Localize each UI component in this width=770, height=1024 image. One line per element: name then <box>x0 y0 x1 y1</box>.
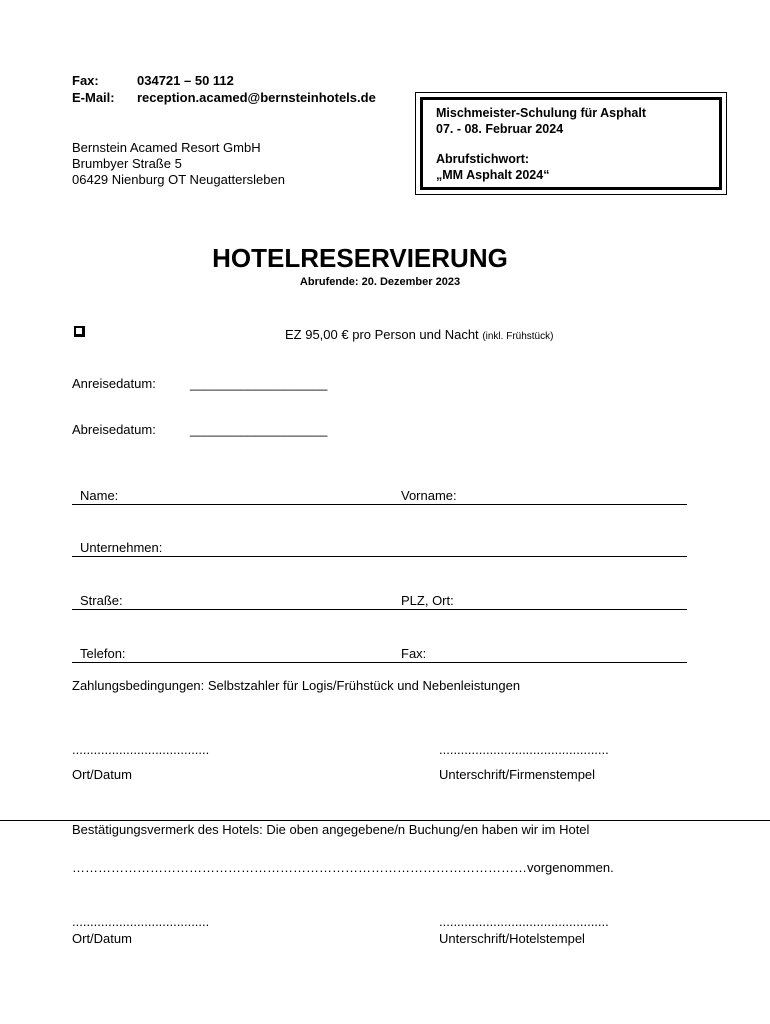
event-box <box>415 92 727 195</box>
room-option-checkbox[interactable] <box>74 326 85 337</box>
arrival-label: Anreisedatum: <box>72 376 156 391</box>
confirmation-suffix: vorgenommen. <box>527 860 614 875</box>
signature-dotline[interactable]: ............................................... <box>439 742 609 757</box>
room-price-text: EZ 95,00 € pro Person und Nacht <box>285 327 479 342</box>
deadline-subtitle: Abrufende: 20. Dezember 2023 <box>299 276 461 288</box>
hotel-place-date-label: Ort/Datum <box>72 931 132 946</box>
departure-date-field[interactable]: ___________________ <box>190 422 328 437</box>
hotel-signature-label: Unterschrift/Hotelstempel <box>439 931 585 946</box>
fax-row <box>72 73 234 88</box>
fax-field-label: Fax: <box>401 646 427 661</box>
fax-field[interactable] <box>395 644 687 663</box>
fax-number: 034721 – 50 112 <box>137 73 234 88</box>
signature-label: Unterschrift/Firmenstempel <box>439 767 596 782</box>
hotel-place-date-dotline[interactable]: ...................................... <box>72 914 210 929</box>
place-date-dotline[interactable]: ...................................... <box>72 742 210 757</box>
departure-label: Abreisedatum: <box>72 422 156 437</box>
name-label: Name: <box>80 488 119 503</box>
email-row <box>72 90 376 105</box>
email-label: E-Mail: <box>72 90 115 105</box>
hotel-signature-dotline[interactable]: ............................................... <box>439 914 609 929</box>
fax-label: Fax: <box>72 73 99 88</box>
city: 06429 Nienburg OT Neugattersleben <box>72 172 285 187</box>
hotel-address <box>72 140 285 188</box>
room-option-label <box>285 327 553 342</box>
event-box-inner <box>420 97 722 190</box>
place-date-label: Ort/Datum <box>72 767 132 782</box>
hotel-confirmation-text: Bestätigungsvermerk des Hotels: Die oben angegebene/n Buchung/en haben wir im Hotel <box>72 822 590 837</box>
keyword-value: „MM Asphalt 2024“ <box>436 168 550 182</box>
street: Brumbyer Straße 5 <box>72 156 182 171</box>
keyword-label: Abrufstichwort: <box>436 152 530 166</box>
vorname-label: Vorname: <box>401 488 457 503</box>
email-address: reception.acamed@bernsteinhotels.de <box>137 90 376 105</box>
section-divider <box>0 820 770 821</box>
company-name: Bernstein Acamed Resort GmbH <box>72 140 261 155</box>
payment-terms: Zahlungsbedingungen: Selbstzahler für Logis/Frühstück und Nebenleistungen <box>72 678 521 693</box>
unternehmen-label: Unternehmen: <box>80 540 163 555</box>
event-title: Mischmeister-Schulung für Asphalt <box>436 106 646 120</box>
telefon-label: Telefon: <box>80 646 126 661</box>
name-field[interactable] <box>72 486 395 505</box>
confirmation-line <box>72 860 614 875</box>
arrival-date-field[interactable]: ___________________ <box>190 376 328 391</box>
strasse-label: Straße: <box>80 593 123 608</box>
unternehmen-field[interactable] <box>72 538 687 557</box>
confirmation-dotline[interactable]: …………………………………………………………………………………………… <box>72 860 527 875</box>
event-dates: 07. - 08. Februar 2024 <box>436 122 564 136</box>
page-title: HOTELRESERVIERUNG <box>212 243 508 273</box>
plz-ort-label: PLZ, Ort: <box>401 593 454 608</box>
room-price-note: (inkl. Frühstück) <box>482 331 554 342</box>
